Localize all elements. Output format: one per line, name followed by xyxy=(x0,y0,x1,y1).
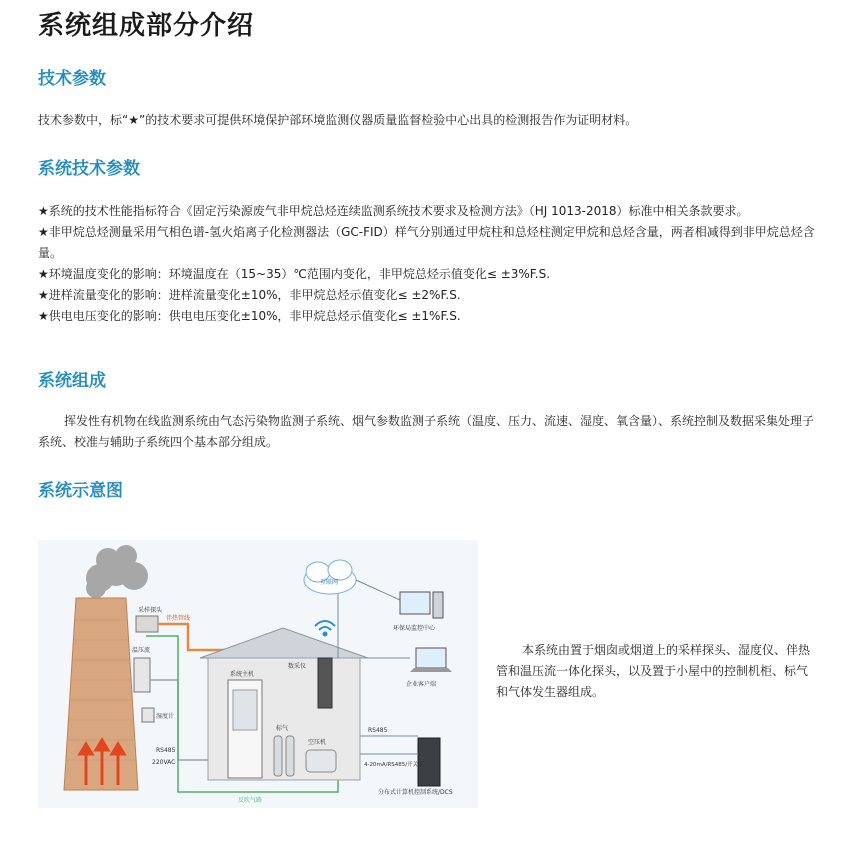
temp-flow-probe-icon xyxy=(134,658,150,692)
label-power: 220VAC xyxy=(152,759,176,766)
enterprise-client-icon xyxy=(410,648,452,672)
system-params-list xyxy=(38,201,818,327)
label-rs485-right: RS485 xyxy=(368,727,388,734)
label-main-unit: 系统主机 xyxy=(230,671,255,678)
label-compressor: 空压机 xyxy=(308,739,327,746)
tech-params-text: 技术参数中，标“★”的技术要求可提供环境保护部环境监测仪器质量监督检验中心出具的检测报告作为证明材料。 xyxy=(38,113,638,127)
label-data-unit: 数采仪 xyxy=(288,663,307,670)
label-probe: 采样探头 xyxy=(138,607,163,614)
label-blowback: 反吹气路 xyxy=(238,797,263,804)
section-heading-schematic: 系统示意图 xyxy=(38,481,123,501)
wifi-icon xyxy=(315,621,335,636)
composition-text: 挥发性有机物在线监测系统由气态污染物监测子系统、烟气参数监测子系统（温度、压力、流速、湿度、氧含量）、系统控制及数据采集处理子系统、校准与辅助子系统四个基本部分组成。 xyxy=(38,414,815,449)
section-heading-composition: 系统组成 xyxy=(38,371,106,391)
section-heading-tech-params: 技术参数 xyxy=(38,69,106,89)
schematic-description: 本系统由置于烟囱或烟道上的采样探头、湿度仪、伴热管和温压流一体化探头，以及置于小屋中的控制机柜、标气和气体发生器组成。 xyxy=(496,643,811,699)
data-acquisition-unit-icon xyxy=(318,658,332,708)
analyzer-shelter-icon xyxy=(200,628,368,780)
label-signal: 4-20mA/RS485/开关量 xyxy=(364,762,424,768)
page-title: 系统组成部分介绍 xyxy=(38,11,255,41)
spec-line-flow: ★进样流量变化的影响：进样流量变化±10%，非甲烷总烃示值变化≤ ±2%F.S. xyxy=(38,288,461,302)
label-heat-line: 伴热管线 xyxy=(166,615,191,622)
spec-line-voltage: ★供电电压变化的影响：供电电压变化±10%，非甲烷总烃示值变化≤ ±1%F.S. xyxy=(38,309,461,323)
label-temp-flow: 温压流 xyxy=(132,647,151,654)
label-enterprise: 企业客户端 xyxy=(406,681,437,688)
label-std-gas: 标气 xyxy=(276,725,289,732)
network-line xyxy=(338,580,400,658)
cloud-icon xyxy=(304,560,356,594)
sampling-probe-icon xyxy=(136,616,158,632)
spec-line-temperature: ★环境温度变化的影响：环境温度在（15~35）℃范围内变化，非甲烷总烃示值变化≤ ±3%F.S. xyxy=(38,267,551,281)
label-dcs: 分布式计算机控制系统/DCS xyxy=(378,789,453,796)
env-monitor-center-icon xyxy=(400,592,443,618)
system-schematic-diagram xyxy=(38,540,478,808)
section-heading-system-params: 系统技术参数 xyxy=(38,159,140,179)
humidity-meter-icon xyxy=(142,708,154,722)
spec-line-standard: ★系统的技术性能指标符合《固定污染源废气非甲烷总烃连续监测系统技术要求及检测方法》（HJ 1013-2018）标准中相关条款要求。 xyxy=(38,204,749,218)
label-env-center: 环保局监控中心 xyxy=(393,625,436,632)
flue-gas-arrows-icon xyxy=(80,740,124,785)
spec-line-method: ★非甲烷总烃测量采用气相色谱-氢火焰离子化检测器法（GC-FID）样气分别通过甲烷柱和总烃柱测定甲烷和总烃含量，两者相减得到非甲烷总烃含量。 xyxy=(38,225,815,260)
label-internet: 互联网 xyxy=(320,579,339,586)
air-compressor-icon xyxy=(306,750,336,772)
label-rs485-left: RS485 xyxy=(156,747,176,754)
label-humidity: 湿度计 xyxy=(156,713,175,720)
schematic-svg xyxy=(38,540,478,808)
smoke-icon xyxy=(86,545,148,598)
